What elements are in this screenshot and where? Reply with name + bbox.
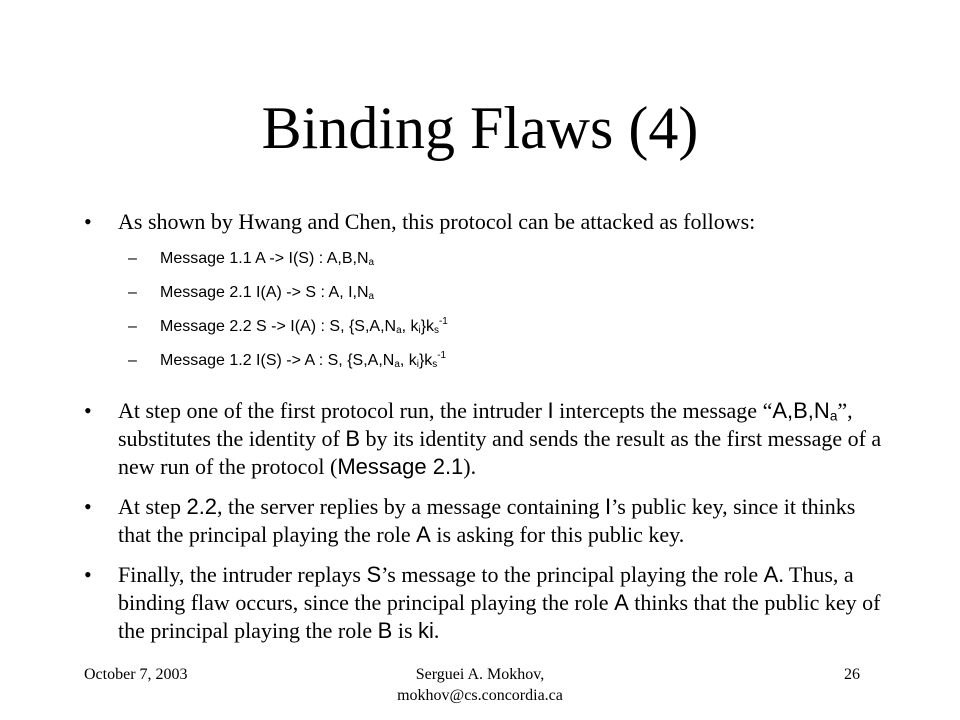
message-list — [84, 249, 884, 385]
dash-marker: – — [128, 284, 137, 301]
bullet-intro — [84, 208, 884, 236]
footer-author — [330, 664, 630, 706]
bullet-dot: • — [84, 494, 92, 519]
dash-marker: – — [128, 352, 137, 369]
dash-marker: – — [128, 250, 137, 267]
bullet-dot: • — [84, 209, 92, 234]
message-item: – Message 1.2 I(S) -> A : S, {$S,A,N_a$, $k_i\}k_s^{-1}$ — [128, 350, 447, 370]
slide-title: Binding Flaws (4) — [261, 95, 699, 161]
author-email: mokhov@cs.concordia.ca — [397, 687, 563, 704]
bullet-dot: • — [84, 562, 92, 587]
message-item: – Message 1.1 A -> I(S) : $A,B,N_a$ — [128, 250, 375, 268]
page-number: 26 — [844, 666, 860, 683]
message-item: – Message 2.2 S -> I(A) : S, {$S,A,N_a$, $k_i\}k_s^{-1}$ — [128, 316, 448, 336]
slide-body — [84, 208, 884, 645]
author-name: Serguei A. Mokhov, — [415, 666, 545, 683]
dash-marker: – — [128, 318, 137, 335]
message-item: – Message 2.1 I(A) -> S : A, $I,N_a$ — [128, 284, 375, 302]
bullet-finally: • Finally, the intruder replays S’s message to the principal playing the role A. Thus, a binding flaw occurs, since the principal playing the role A thinks that the public key of the principal playing the role B is ki. — [84, 562, 881, 643]
bullet-step-two: • At step 2.2, the server replies by a message containing I’s public key, since it thinks that the principal playing the role A is asking for this public key. — [84, 494, 856, 547]
bullet-dot: • — [84, 398, 92, 423]
bullet-step-one: • At step one of the first protocol run, the intruder I intercepts the message “$A,B,N_a$”, substitutes the identity of B by its identity and sends the result as the first message of a new run of the protocol (Message 2.1). — [84, 398, 882, 479]
footer-date: October 7, 2003 — [84, 666, 188, 683]
intro-text: As shown by Hwang and Chen, this protocol can be attacked as follows: — [118, 209, 756, 234]
